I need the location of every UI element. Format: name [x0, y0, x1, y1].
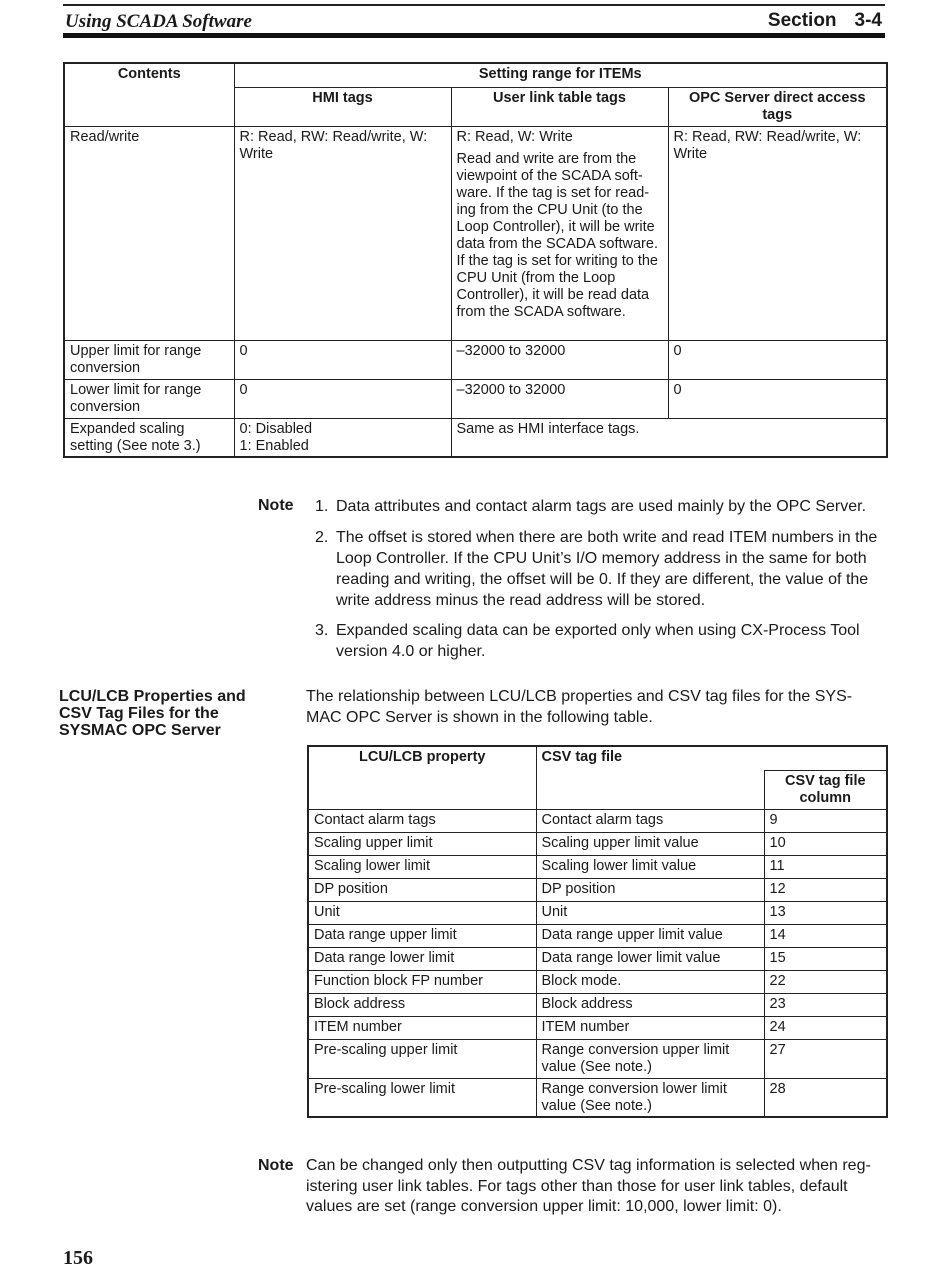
cell-opc: 0 [668, 379, 887, 418]
cell-column-number: 15 [764, 947, 887, 970]
cell-hmi [234, 418, 451, 457]
cell-property: DP position [308, 878, 536, 901]
cell-csv-tag-file: Contact alarm tags [536, 809, 764, 832]
cell-csv-tag-file: DP position [536, 878, 764, 901]
note-text: Expanded scaling data can be exported only when using CX-Process Tool version 4.0 or higher. [336, 622, 860, 660]
table-row [308, 993, 887, 1016]
cell-hmi: R: Read, RW: Read/write, W: Write [234, 126, 451, 340]
note-text: Data attributes and contact alarm tags are used mainly by the OPC Server. [336, 498, 867, 515]
table-row [308, 809, 887, 832]
header-lcu-lcb-property: LCU/LCB property [308, 746, 536, 809]
cell-csv-tag-file: Block address [536, 993, 764, 1016]
cell-column-number: 24 [764, 1016, 887, 1039]
cell-property: Scaling lower limit [308, 855, 536, 878]
intro-paragraph: The relationship between LCU/LCB properties and CSV tag files for the SYS-MAC OPC Server is shown in the following table. [306, 688, 853, 726]
cell-column-number: 27 [764, 1039, 887, 1078]
cell-property: Scaling upper limit [308, 832, 536, 855]
cell-hmi: 0 [234, 379, 451, 418]
section-indicator [768, 10, 882, 32]
cell-column-number: 14 [764, 924, 887, 947]
cell-csv-tag-file: Range conversion upper limit value (See note.) [536, 1039, 764, 1078]
cell-property: Pre-scaling lower limit [308, 1078, 536, 1117]
cell-opc: 0 [668, 340, 887, 379]
cell-csv-tag-file: Block mode. [536, 970, 764, 993]
header-csv-tag-file: CSV tag file [536, 746, 887, 770]
note-number: 2. [315, 529, 329, 546]
option-enabled: 1: Enabled [239, 437, 309, 454]
cell-column-number: 10 [764, 832, 887, 855]
cell-column-number: 23 [764, 993, 887, 1016]
cell-user-link: –32000 to 32000 [451, 340, 668, 379]
option-disabled: 0: Disabled [239, 420, 313, 437]
cell-csv-tag-file: Data range upper limit value [536, 924, 764, 947]
table-row [64, 379, 887, 418]
table-row [308, 924, 887, 947]
page-number: 156 [63, 1247, 93, 1269]
cell-text: R: Read, W: Write [456, 128, 573, 145]
cell-column-number: 9 [764, 809, 887, 832]
note-label: Note [258, 497, 294, 514]
header-csv-tag-file-column: CSV tag file column [764, 770, 887, 809]
table-row [64, 418, 887, 457]
cell-contents: Expanded scaling setting (See note 3.) [64, 418, 234, 457]
header-opc-direct-access-tags: OPC Server direct access tags [668, 87, 887, 126]
cell-property: Data range upper limit [308, 924, 536, 947]
note-label: Note [258, 1157, 294, 1174]
cell-column-number: 13 [764, 901, 887, 924]
section-heading: LCU/LCB Properties and CSV Tag Files for the SYSMAC OPC Server [59, 688, 246, 739]
cell-column-number: 12 [764, 878, 887, 901]
section-label: Section [767, 10, 837, 31]
header-hmi-tags: HMI tags [234, 87, 451, 126]
header-contents: Contents [64, 63, 234, 126]
cell-property: Contact alarm tags [308, 809, 536, 832]
header-setting-range: Setting range for ITEMs [234, 63, 887, 87]
cell-hmi: 0 [234, 340, 451, 379]
cell-csv-tag-file: ITEM number [536, 1016, 764, 1039]
cell-property: Pre-scaling upper limit [308, 1039, 536, 1078]
table-row [308, 1016, 887, 1039]
cell-property: ITEM number [308, 1016, 536, 1039]
cell-opc: R: Read, RW: Read/write, W: Write [668, 126, 887, 340]
table-row [308, 1078, 887, 1117]
cell-user-link: –32000 to 32000 [451, 379, 668, 418]
header-user-link-table-tags: User link table tags [451, 87, 668, 126]
cell-contents: Lower limit for range conversion [64, 379, 234, 418]
cell-column-number: 11 [764, 855, 887, 878]
cell-column-number: 28 [764, 1078, 887, 1117]
table-row [308, 947, 887, 970]
table-row [308, 855, 887, 878]
note-text: The offset is stored when there are both write and read ITEM numbers in the Loop Controller. If the CPU Unit’s I/O memory address in the same for both reading and writing, the offset will be 0. If they are different, the value of the write address minus the read address will be stored. [336, 529, 878, 609]
cell-contents: Upper limit for range conversion [64, 340, 234, 379]
cell-merged: Same as HMI interface tags. [451, 418, 887, 457]
note-number: 3. [315, 622, 329, 639]
cell-csv-tag-file: Data range lower limit value [536, 947, 764, 970]
cell-user-link [451, 126, 668, 340]
table-row [308, 1039, 887, 1078]
cell-property: Block address [308, 993, 536, 1016]
setting-range-table [63, 62, 888, 458]
cell-csv-tag-file: Range conversion lower limit value (See note.) [536, 1078, 764, 1117]
cell-property: Data range lower limit [308, 947, 536, 970]
cell-contents: Read/write [64, 126, 234, 340]
page-header [63, 4, 885, 38]
table-row [308, 970, 887, 993]
cell-column-number: 22 [764, 970, 887, 993]
section-number: 3-4 [854, 10, 882, 31]
chapter-title: Using SCADA Software [65, 11, 252, 32]
table-row [308, 901, 887, 924]
cell-property: Function block FP number [308, 970, 536, 993]
cell-csv-tag-file: Scaling lower limit value [536, 855, 764, 878]
note-text: Can be changed only then outputting CSV tag information is selected when reg-istering user link tables. For tags other than those for user link tables, default values are set (range conversion upper limit: 10,000, lower limit: 0). [306, 1157, 871, 1215]
table-row [64, 340, 887, 379]
cell-explanation: Read and write are from the viewpoint of the SCADA soft-ware. If the tag is set for read-ing from the CPU Unit (to the Loop Controller), it will be write data from the SCADA software. If the tag is set for writing to the CPU Unit (from the Loop Controller), it will be read data from the SCADA software. [456, 150, 658, 320]
table-row [308, 878, 887, 901]
cell-property: Unit [308, 901, 536, 924]
csv-tag-file-table [307, 745, 888, 1118]
note-number: 1. [315, 498, 329, 515]
cell-csv-tag-file: Scaling upper limit value [536, 832, 764, 855]
table-row [308, 832, 887, 855]
cell-csv-tag-file: Unit [536, 901, 764, 924]
table-row [64, 126, 887, 340]
